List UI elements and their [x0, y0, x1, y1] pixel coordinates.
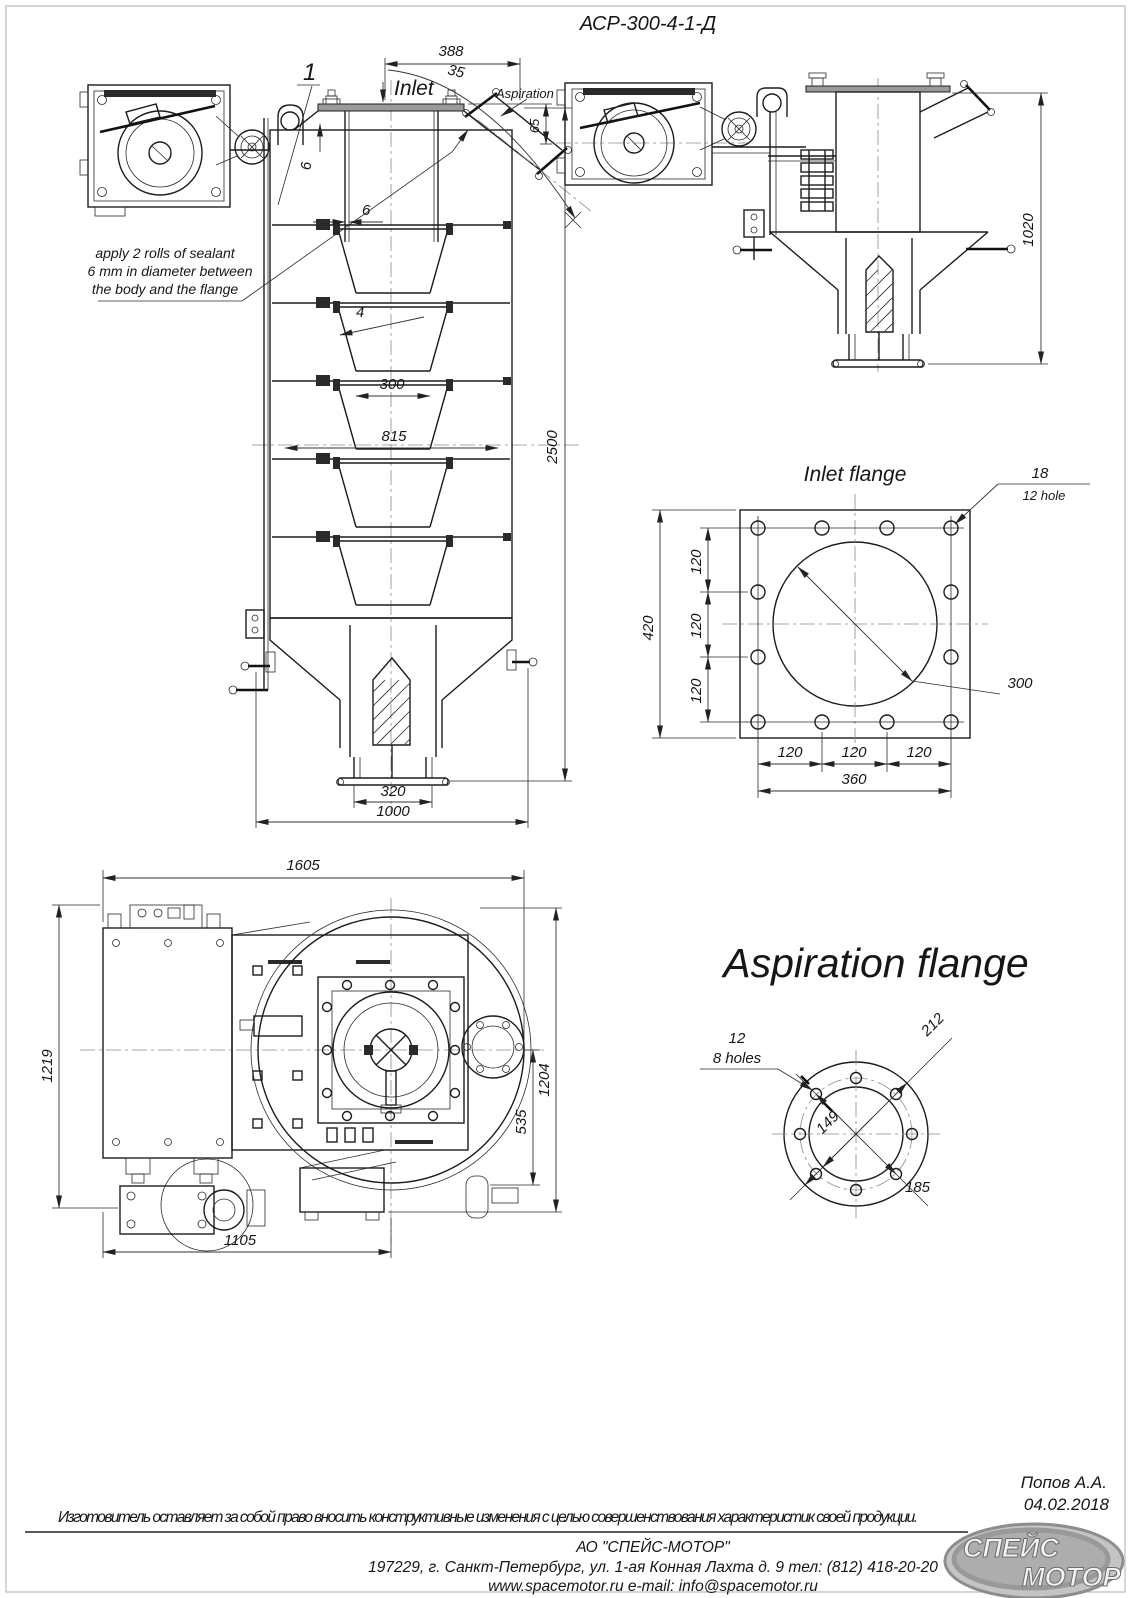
dim-360: 360 [841, 771, 867, 788]
aspiration-flange-title: Aspiration flange [723, 940, 1029, 986]
dim-149: 149 [812, 1107, 843, 1138]
dim-1000: 1000 [376, 803, 410, 820]
dim-1204: 1204 [536, 1063, 553, 1097]
side-lower-cone [770, 232, 1015, 368]
top-view [39, 857, 562, 1258]
label-aspiration: Aspiration [496, 86, 554, 101]
footer-web: www.spacemotor.ru e-mail: info@spacemotor.ru [488, 1578, 818, 1595]
signature-name: Попов А.А. [1020, 1473, 1107, 1492]
top-motor-box [103, 905, 232, 1183]
bottom-cone [241, 618, 537, 786]
label-12-hole: 12 hole [1022, 488, 1066, 503]
signature-date: 04.02.2018 [1023, 1495, 1109, 1514]
footer-address: 197229, г. Санкт-Петербург, ул. 1-ая Конная Лахта д. 9 тел: (812) 418-20-20 [368, 1559, 938, 1576]
front-view [80, 59, 592, 815]
dim-1020: 1020 [1020, 213, 1037, 247]
dim-65: 65 [527, 118, 542, 134]
dim-6-wall: 6 [362, 202, 371, 219]
page-border [6, 6, 1125, 1592]
dim-120-b1: 120 [777, 744, 803, 761]
top-gearbox [300, 1150, 518, 1220]
company-logo [945, 1524, 1123, 1598]
top-outlet-flange [462, 1016, 524, 1078]
footer-company: АО "СПЕЙС-МОТОР" [576, 1539, 730, 1556]
dim-120-v3: 120 [688, 678, 705, 704]
dim-4: 4 [356, 304, 365, 321]
dim-35: 35 [445, 61, 467, 82]
inlet-flange-title: Inlet flange [803, 463, 907, 486]
dim-320: 320 [380, 783, 406, 800]
note-line1: apply 2 rolls of sealant [95, 245, 235, 261]
dim-120-b3: 120 [906, 744, 932, 761]
dim-300: 300 [379, 376, 405, 393]
drawing-title: АСР-300-4-1-Д [579, 13, 717, 35]
label-8-holes: 8 holes [712, 1050, 762, 1067]
dim-212: 212 [917, 1009, 948, 1040]
dim-18: 18 [1031, 465, 1049, 482]
dim-6-flange: 6 [298, 161, 315, 171]
dim-12: 12 [728, 1030, 746, 1047]
dim-420: 420 [640, 615, 657, 641]
vibration-motor-side [557, 83, 756, 185]
dim-1605: 1605 [286, 857, 320, 874]
inlet-flange-detail [640, 463, 1090, 798]
dim-120-b2: 120 [841, 744, 867, 761]
side-view [556, 73, 1048, 372]
inlet-flange-bar [318, 104, 464, 111]
disclaimer-text: Изготовитель оставляет за собой право вносить конструктивные изменения с целью совершенствования характеристик своей продукции. [58, 1509, 918, 1526]
callout-item-1: 1 [303, 59, 317, 86]
dim-815: 815 [381, 428, 407, 445]
inlet-flange-holes [751, 521, 958, 729]
hopper-cascade [272, 219, 511, 605]
flange-bolts [323, 90, 460, 104]
aspiration-pipe [463, 89, 593, 213]
note-line3: the body and the flange [91, 281, 239, 297]
sealant-note [88, 130, 468, 301]
dim-1105: 1105 [223, 1232, 257, 1249]
logo-line2: МОТОР [1022, 1562, 1121, 1592]
label-inlet: Inlet [394, 77, 434, 100]
side-flange-bar [806, 86, 950, 92]
dim-2500: 2500 [544, 430, 561, 464]
dim-300-flange: 300 [1007, 675, 1033, 692]
dim-120-v2: 120 [688, 613, 705, 639]
note-line2: 6 mm in diameter between [87, 263, 253, 279]
title-block [25, 1473, 1123, 1598]
dim-535: 535 [513, 1109, 530, 1135]
spring-stack [801, 150, 833, 211]
dim-185: 185 [905, 1179, 931, 1196]
logo-line1: СПЕЙС [963, 1533, 1059, 1563]
dim-388: 388 [438, 43, 464, 60]
aspiration-flange-detail [700, 940, 1029, 1218]
dim-120-v1: 120 [688, 549, 705, 575]
dim-1219: 1219 [39, 1049, 56, 1083]
